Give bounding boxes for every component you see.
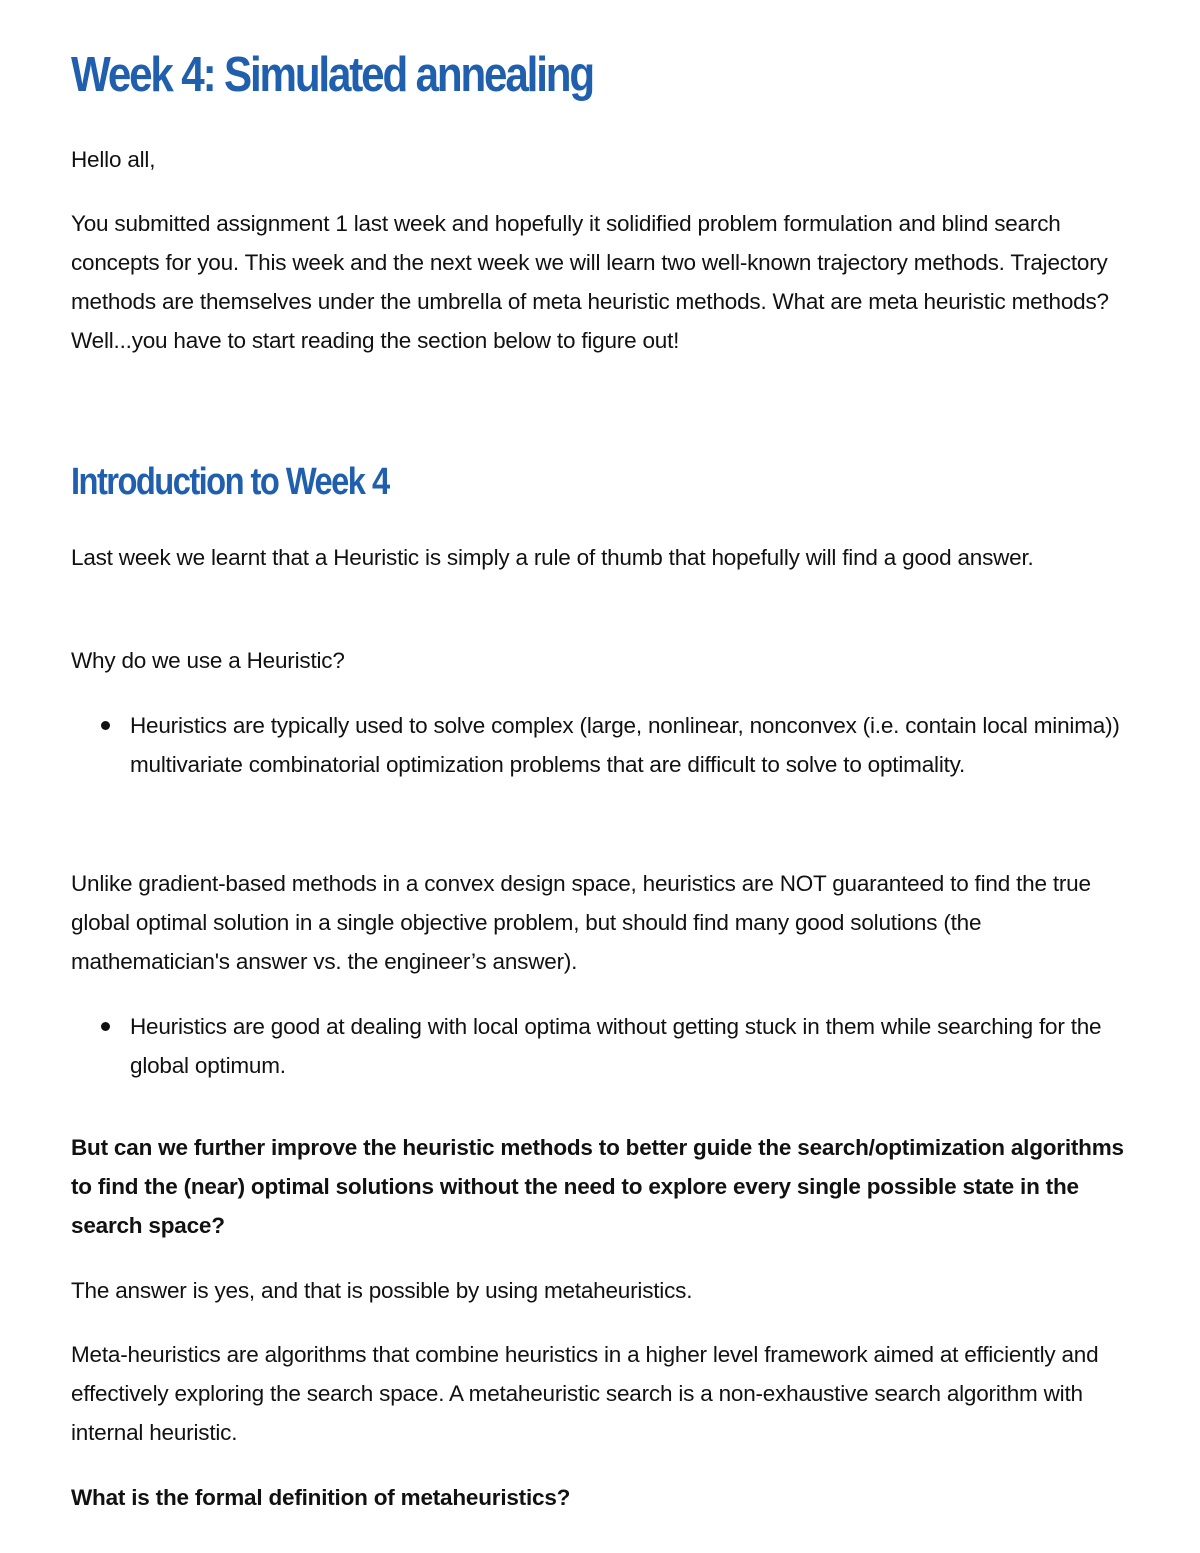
unlike-gradient-paragraph: Unlike gradient-based methods in a convex design space, heuristics are NOT guaranteed to find the true global optimal solution in a single objective problem, but should find many good solutions (the mathematician's answer vs. the engineer’s answer). bbox=[71, 871, 1091, 974]
answer-paragraph: The answer is yes, and that is possible by using metaheuristics. bbox=[71, 1278, 693, 1303]
heuristic-definition-paragraph: Last week we learnt that a Heuristic is simply a rule of thumb that hopefully will find a good answer. bbox=[71, 545, 1034, 570]
greeting-text: Hello all, bbox=[71, 147, 156, 172]
metaheuristic-definition-paragraph: Meta-heuristics are algorithms that combine heuristics in a higher level framework aimed at efficiently and effectively exploring the search space. A metaheuristic search is a non-exhaustive search algorithm with internal heuristic. bbox=[71, 1342, 1099, 1445]
why-heuristic-paragraph: Why do we use a Heuristic? bbox=[71, 648, 345, 673]
intro-paragraph: You submitted assignment 1 last week and hopefully it solidified problem formulation and blind search concepts for you. This week and the next week we will learn two well-known trajectory methods. Trajectory methods are themselves under the umbrella of meta heuristic methods. What are meta heuristic methods? Well...you have to start reading the section below to figure out! bbox=[71, 211, 1109, 353]
list-item bbox=[71, 1007, 1131, 1085]
formal-definition-question: What is the formal definition of metaheuristics? bbox=[71, 1485, 571, 1510]
bullet-icon bbox=[101, 721, 110, 730]
heuristic-use-list bbox=[71, 706, 1131, 784]
section-heading: Introduction to Week 4 bbox=[71, 461, 389, 503]
list-item-text: Heuristics are good at dealing with local optima without getting stuck in them while searching for the global optimum. bbox=[130, 1014, 1102, 1078]
bullet-icon bbox=[101, 1022, 110, 1031]
list-item-text: Heuristics are typically used to solve complex (large, nonlinear, nonconvex (i.e. contain local minima)) multivariate combinatorial optimization problems that are difficult to solve to optimality. bbox=[130, 713, 1120, 777]
list-item bbox=[71, 706, 1131, 784]
improvement-question-paragraph: But can we further improve the heuristic methods to better guide the search/optimization algorithms to find the (near) optimal solutions without the need to explore every single possible state in the search space? bbox=[71, 1135, 1124, 1238]
local-optima-list bbox=[71, 1007, 1131, 1085]
page-title: Week 4: Simulated annealing bbox=[71, 48, 593, 102]
